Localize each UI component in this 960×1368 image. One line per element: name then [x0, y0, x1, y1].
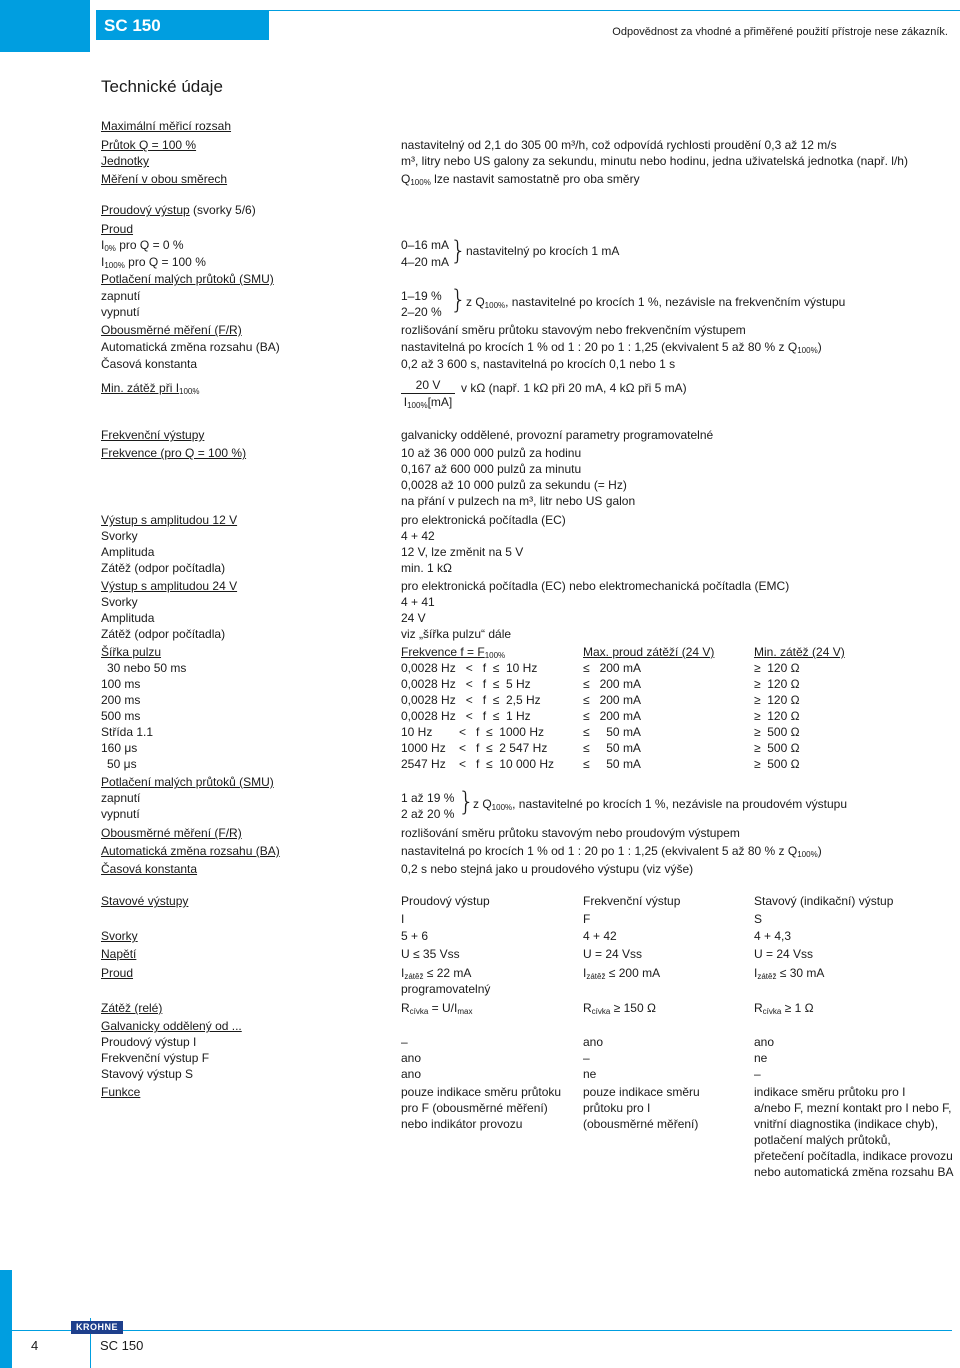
product-tab — [96, 10, 268, 40]
function-i-line: pouze indikace směru průtoku — [401, 1085, 562, 1099]
header-divider — [268, 10, 269, 40]
value-load-24v: viz „šířka pulzu“ dále — [401, 627, 512, 641]
value-smu-on: 1–19 % — [401, 289, 442, 303]
value-frequency-4: na přání v pulzech na m³, litr nebo US galon — [401, 494, 636, 508]
value-flow-q: nastavitelný od 2,1 do 305 00 m³/h, což odpovídá rychlosti proudění 0,3 až 12 m/s — [401, 138, 837, 152]
pulse-row-current: ≤ 50 mA — [583, 725, 641, 739]
label-status-terminals: Svorky — [101, 929, 138, 943]
label-min-load: Min. zátěž při $I_{100\%}$ — [101, 381, 200, 396]
fraction-numerator: 20 V — [401, 378, 455, 394]
label-function: Funkce — [101, 1085, 141, 1099]
value-terminals-f: 4 + 42 — [583, 929, 617, 943]
label-galvanic-isolation: Galvanicky oddělený od ... — [101, 1019, 242, 1033]
value-i100: 4–20 mA — [401, 255, 450, 269]
pulse-row: 160 μs — [101, 741, 138, 755]
pulse-row-frequency: 0,0028 Hz < f ≤ 10 Hz — [401, 661, 538, 675]
page-number: 4 — [31, 1338, 39, 1353]
value-terminals-i: 5 + 6 — [401, 929, 429, 943]
value-isolation-i-3: ano — [754, 1035, 775, 1049]
pulse-row: Střída 1.1 — [101, 725, 154, 739]
function-s-line: indikace směru průtoku pro I — [754, 1085, 906, 1099]
section-heading-max-range: Maximální měřicí rozsah — [101, 119, 232, 133]
value-smu-off: 2–20 % — [401, 305, 442, 319]
status-col-header-frequency: Frekvenční výstup — [583, 894, 681, 908]
value-current-i: $I_{zátěž} \le 22$ mA — [401, 966, 472, 981]
footer-product: SC 150 — [100, 1338, 144, 1353]
fraction-min-load — [401, 378, 455, 410]
value-amplitude-24v: 24 V — [401, 611, 426, 625]
value-ba-freq: nastavitelná po krocích 1 % od 1 : 20 po 1 : 1,25 (ekvivalent 5 až 80 % z $Q_{100\%}$) — [401, 844, 822, 859]
value-output-12v: pro elektronická počítadla (EC) — [401, 513, 566, 527]
label-load-24v: Zátěž (odpor počítadla) — [101, 627, 226, 641]
value-terminals-s: 4 + 4,3 — [754, 929, 792, 943]
pulse-row-current: ≤ 200 mA — [583, 661, 641, 675]
label-amplitude-24v: Amplituda — [101, 611, 155, 625]
value-terminals-12v: 4 + 42 — [401, 529, 435, 543]
pulse-row-load: ≥ 120 Ω — [754, 677, 800, 691]
value-isolation-i-2: ano — [583, 1035, 604, 1049]
label-fr: Obousměrné měření (F/R) — [101, 323, 242, 337]
label-status-load: Zátěž (relé) — [101, 1001, 163, 1015]
value-current-i-programmable: programovatelný — [401, 982, 491, 996]
label-output-12v: Výstup s amplitudou 12 V — [101, 513, 238, 527]
value-frequency-1: 10 až 36 000 000 pulzů za hodinu — [401, 446, 582, 460]
value-frequency-3: 0,0028 až 10 000 pulzů za sekundu (= Hz) — [401, 478, 627, 492]
pulse-row-load: ≥ 120 Ω — [754, 661, 800, 675]
value-units: m³, litry nebo US galony za sekundu, minutu nebo hodinu, jedna uživatelská jednotka (např. l/h) — [401, 154, 908, 168]
header-rule — [268, 10, 960, 11]
header-bar — [0, 0, 960, 52]
brace-icon: } — [450, 285, 467, 315]
value-output-24v: pro elektronická počítadla (EC) nebo elektromechanická počítadla (EMC) — [401, 579, 790, 593]
label-ba: Automatická změna rozsahu (BA) — [101, 340, 280, 354]
pulse-row-load: ≥ 500 Ω — [754, 741, 800, 755]
header-accent-block — [0, 0, 90, 52]
section-heading-status-outputs: Stavové výstupy — [101, 894, 189, 908]
label-bidirectional: Měření v obou směrech — [101, 172, 228, 186]
pulse-row-load: ≥ 120 Ω — [754, 693, 800, 707]
function-i-line: pro F (obousměrné měření) — [401, 1101, 548, 1115]
value-isolation-i-1: – — [401, 1035, 408, 1049]
value-ba: nastavitelná po krocích 1 % od 1 : 20 po 1 : 1,25 (ekvivalent 5 až 80 % z $Q_{100\%}$) — [401, 340, 822, 355]
value-voltage-s: U = 24 Vss — [754, 947, 814, 961]
value-isolation-s-2: ne — [583, 1067, 597, 1081]
pulse-row-frequency: 0,0028 Hz < f ≤ 1 Hz — [401, 709, 531, 723]
pulse-row-current: ≤ 200 mA — [583, 709, 641, 723]
label-isolation-f: Frekvenční výstup F — [101, 1051, 210, 1065]
krohne-logo: KROHNE — [71, 1321, 123, 1334]
value-load-f: $R_{cívka} \ge 150$ Ω — [583, 1001, 656, 1016]
label-smu-off: vypnutí — [101, 305, 140, 319]
label-smu: Potlačení malých průtoků (SMU) — [101, 272, 274, 286]
value-amplitude-12v: 12 V, lze změnit na 5 V — [401, 545, 524, 559]
label-output-24v: Výstup s amplitudou 24 V — [101, 579, 238, 593]
value-smu-freq-off: 2 až 20 % — [401, 807, 455, 821]
value-current-s: $I_{zátěž} \le 30$ mA — [754, 966, 825, 981]
label-smu-freq: Potlačení malých průtoků (SMU) — [101, 775, 274, 789]
pulse-header-frequency: Frekvence $f = F_{100\%}$ — [401, 645, 506, 660]
label-amplitude-12v: Amplituda — [101, 545, 155, 559]
section-heading-current-output: Proudový výstup (svorky 5/6) — [101, 203, 256, 217]
value-fr: rozlišování směru průtoku stavovým nebo frekvenčním výstupem — [401, 323, 746, 337]
pulse-row-load: ≥ 500 Ω — [754, 725, 800, 739]
status-col-header-current: Proudový výstup — [401, 894, 490, 908]
product-name: SC 150 — [104, 16, 161, 35]
footer-rule — [12, 1330, 952, 1331]
value-voltage-i: U ≤ 35 Vss — [401, 947, 460, 961]
pulse-row: 30 nebo 50 ms — [107, 661, 187, 675]
function-f-line: (obousměrné měření) — [583, 1117, 699, 1131]
pulse-row: 200 ms — [101, 693, 141, 707]
pulse-row: 50 μs — [107, 757, 137, 771]
fraction-denominator: $I_{100\%}[mA]$ — [403, 395, 453, 410]
pulse-row-current: ≤ 50 mA — [583, 757, 641, 771]
function-s-line: vnitřní diagnostika (indikace chyb), — [754, 1117, 939, 1131]
value-load-12v: min. 1 kΩ — [401, 561, 452, 575]
value-i0: 0–16 mA — [401, 238, 450, 252]
brace-icon: } — [458, 787, 475, 817]
page-title: Technické údaje — [101, 77, 223, 96]
pulse-row-frequency: 10 Hz < f ≤ 1000 Hz — [401, 725, 544, 739]
label-i100: $I_{100\%}$ pro Q = 100 % — [101, 255, 206, 270]
label-isolation-i: Proudový výstup I — [101, 1035, 197, 1049]
function-s-line: nebo automatická změna rozsahu BA — [754, 1165, 954, 1179]
footer-accent — [0, 1270, 12, 1368]
value-frequency-2: 0,167 až 600 000 pulzů za minutu — [401, 462, 582, 476]
function-s-line: a/nebo F, mezní kontakt pro I nebo F, — [754, 1101, 952, 1115]
status-col-symbol-f: F — [583, 912, 591, 926]
brace-icon: } — [450, 236, 467, 266]
function-i-line: nebo indikátor provozu — [401, 1117, 523, 1131]
status-col-symbol-i: I — [401, 912, 405, 926]
value-bidirectional: $Q_{100\%}$ lze nastavit samostatně pro oba směry — [401, 172, 640, 187]
value-frequency-outputs: galvanicky oddělené, provozní parametry programovatelné — [401, 428, 714, 442]
label-ba-freq: Automatická změna rozsahu (BA) — [101, 844, 280, 858]
label-status-voltage: Napětí — [101, 947, 137, 961]
label-fr-freq: Obousměrné měření (F/R) — [101, 826, 242, 840]
value-load-s: $R_{cívka} \ge 1$ Ω — [754, 1001, 814, 1016]
label-pulse-width: Šířka pulzu — [101, 645, 162, 659]
pulse-row-frequency: 1000 Hz < f ≤ 2 547 Hz — [401, 741, 548, 755]
value-fr-freq: rozlišování směru průtoku stavovým nebo proudovým výstupem — [401, 826, 740, 840]
function-f-line: průtoku pro I — [583, 1101, 651, 1115]
pulse-header-min-load: Min. zátěž (24 V) — [754, 645, 845, 659]
pulse-row-current: ≤ 50 mA — [583, 741, 641, 755]
label-terminals-12v: Svorky — [101, 529, 138, 543]
label-load-12v: Zátěž (odpor počítadla) — [101, 561, 226, 575]
pulse-header-max-current: Max. proud zátěží (24 V) — [583, 645, 715, 659]
pulse-row-current: ≤ 200 mA — [583, 693, 641, 707]
label-units: Jednotky — [101, 154, 150, 168]
value-i-steps: nastavitelný po krocích 1 mA — [466, 244, 620, 258]
status-col-symbol-s: S — [754, 912, 763, 926]
label-flow-q: Průtok Q = 100 % — [101, 138, 197, 152]
pulse-row-load: ≥ 120 Ω — [754, 709, 800, 723]
pulse-row: 500 ms — [101, 709, 141, 723]
value-isolation-f-1: ano — [401, 1051, 422, 1065]
value-min-load: v kΩ (např. 1 kΩ při 20 mA, 4 kΩ při 5 mA) — [461, 381, 687, 395]
function-s-line: potlačení malých průtoků, — [754, 1133, 891, 1147]
pulse-row: 100 ms — [101, 677, 141, 691]
label-i0: $I_{0\%}$ pro Q = 0 % — [101, 238, 184, 253]
value-time-constant: 0,2 až 3 600 s, nastavitelná po krocích 0,1 nebo 1 s — [401, 357, 676, 371]
pulse-row-frequency: 2547 Hz < f ≤ 10 000 Hz — [401, 757, 554, 771]
function-s-line: přetečení počítadla, indikace provozu — [754, 1149, 953, 1163]
value-smu-freq-steps: z $Q_{100\%}$, nastavitelné po krocích 1 %, nezávisle na proudovém výstupu — [473, 797, 847, 812]
value-isolation-s-3: – — [754, 1067, 761, 1081]
label-tc-freq: Časová konstanta — [101, 862, 198, 876]
value-current-f: $I_{zátěž} \le 200$ mA — [583, 966, 661, 981]
value-isolation-f-2: – — [583, 1051, 590, 1065]
label-smu-freq-off: vypnutí — [101, 807, 140, 821]
label-time-constant: Časová konstanta — [101, 357, 198, 371]
pulse-row-current: ≤ 200 mA — [583, 677, 641, 691]
function-f-line: pouze indikace směru — [583, 1085, 700, 1099]
value-smu-steps: z $Q_{100\%}$, nastavitelné po krocích 1 %, nezávisle na frekvenčním výstupu — [466, 295, 846, 310]
value-terminals-24v: 4 + 41 — [401, 595, 435, 609]
pulse-row-load: ≥ 500 Ω — [754, 757, 800, 771]
value-load-i: $R_{cívka} = U/I_{max}$ — [401, 1001, 473, 1016]
value-voltage-f: U = 24 Vss — [583, 947, 643, 961]
pulse-row-frequency: 0,0028 Hz < f ≤ 2,5 Hz — [401, 693, 541, 707]
label-current: Proud — [101, 222, 134, 236]
label-smu-freq-on: zapnutí — [101, 791, 141, 805]
pulse-row-frequency: 0,0028 Hz < f ≤ 5 Hz — [401, 677, 531, 691]
label-smu-on: zapnutí — [101, 289, 141, 303]
value-smu-freq-on: 1 až 19 % — [401, 791, 455, 805]
value-isolation-s-1: ano — [401, 1067, 422, 1081]
label-frequency: Frekvence (pro Q = 100 %) — [101, 446, 247, 460]
header-disclaimer: Odpovědnost za vhodné a přiměřené použití přístroje nese zákazník. — [612, 26, 948, 38]
section-heading-frequency-outputs: Frekvenční výstupy — [101, 428, 205, 442]
status-col-header-status: Stavový (indikační) výstup — [754, 894, 894, 908]
label-terminals-24v: Svorky — [101, 595, 138, 609]
value-tc-freq: 0,2 s nebo stejná jako u proudového výstupu (viz výše) — [401, 862, 694, 876]
label-isolation-s: Stavový výstup S — [101, 1067, 194, 1081]
value-isolation-f-3: ne — [754, 1051, 768, 1065]
label-status-current: Proud — [101, 966, 134, 980]
